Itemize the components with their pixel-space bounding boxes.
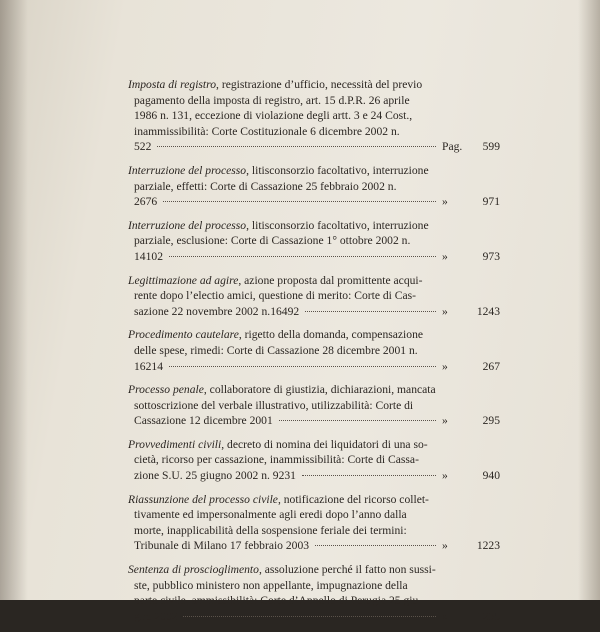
dot-leader	[183, 616, 436, 617]
entry-line: parziale, effetti: Corte di Cassazione 25 febbraio 2002 n.	[134, 179, 397, 193]
entry-last-line	[128, 249, 500, 265]
entry-text: zione S.U. 25 giugno 2002 n. 9231	[134, 469, 296, 483]
entry-line	[128, 562, 500, 578]
page-number: 971	[482, 195, 500, 209]
entry-last-line	[128, 413, 500, 429]
entry-line: cietà, ricorso per cassazione, inammissibilità: Corte di Cassa-	[134, 453, 419, 467]
index-entry	[128, 562, 500, 624]
dot-leader	[315, 545, 436, 546]
entry-text: 2676	[134, 195, 158, 209]
entry-term: Riassunzione del processo civile	[128, 492, 278, 506]
dot-leader	[169, 256, 436, 257]
entry-line	[128, 218, 500, 234]
page-number: 1223	[476, 539, 500, 553]
entry-line: ste, pubblico ministero non appellante, impugnazione della	[134, 578, 408, 592]
entry-text: 522	[134, 140, 152, 154]
entry-line: parziale, esclusione: Corte di Cassazione 1° ottobre 2002 n.	[134, 234, 411, 248]
page-prefix: »	[442, 539, 448, 553]
entry-term: Provvedimenti civili	[128, 437, 222, 451]
entry-last-line	[128, 304, 500, 320]
entry-line	[128, 382, 500, 398]
entry-line: rente dopo l’electio amici, questione di merito: Corte di Cas-	[134, 289, 417, 303]
entry-line: sottoscrizione del verbale illustrativo, utilizzabilità: Corte di	[134, 398, 414, 412]
entry-term: Interruzione del processo	[128, 163, 247, 177]
dot-leader	[163, 201, 436, 202]
dot-leader	[302, 475, 436, 476]
page-number: 267	[482, 359, 500, 373]
entry-term: Legittimazione ad agire	[128, 273, 239, 287]
page-prefix: »	[442, 359, 448, 373]
entry-last-line	[128, 194, 500, 210]
entry-line: parte civile, ammissibilità: Corte d’Appello di Perugia 25 giu-	[134, 594, 423, 608]
dot-leader	[305, 311, 436, 312]
dot-leader	[169, 366, 436, 367]
page-prefix: »	[442, 414, 448, 428]
entry-line: morte, inapplicabilità della sospensione feriale dei termini:	[134, 523, 407, 537]
entry-line	[128, 492, 500, 508]
entry-text: , notificazione del ricorso collet-	[277, 492, 429, 506]
entry-text: , decreto di nomina dei liquidatori di una so-	[221, 437, 428, 451]
entry-term: Procedimento cautelare	[128, 328, 239, 342]
entry-text: sazione 22 novembre 2002 n.16492	[134, 304, 300, 318]
index-entry	[128, 77, 500, 155]
index-entry	[128, 382, 500, 429]
page-edge-shadow	[578, 0, 600, 600]
entry-text: , litisconsorzio facoltativo, interruzione	[246, 163, 429, 177]
index-entry	[128, 327, 500, 374]
entry-line: 1986 n. 131, eccezione di violazione degli artt. 3 e 24 Cost.,	[134, 109, 413, 123]
page-number: 1243	[476, 304, 500, 318]
entry-line	[128, 327, 500, 343]
entry-text: Cassazione 12 dicembre 2001	[134, 414, 273, 428]
entry-text: , assoluzione perché il fatto non sussi-	[258, 563, 436, 577]
page-prefix: Pag.	[442, 140, 463, 154]
page-prefix: »	[442, 609, 448, 623]
entry-text: , rigetto della domanda, compensazione	[238, 328, 424, 342]
page-prefix: »	[442, 304, 448, 318]
entry-term: Processo penale	[128, 383, 204, 397]
index-entry	[128, 492, 500, 554]
entry-last-line	[128, 609, 500, 625]
page-number: 1235	[476, 609, 500, 623]
entry-line: inammissibilità: Corte Costituzionale 6 dicembre 2002 n.	[134, 124, 400, 138]
entry-line	[128, 273, 500, 289]
page-prefix: »	[442, 249, 448, 263]
entry-text: , collaboratore di giustizia, dichiarazioni, mancata	[203, 383, 436, 397]
entry-text: , registrazione d’ufficio, necessità del previo	[216, 78, 423, 91]
entry-last-line	[128, 359, 500, 375]
page-prefix: »	[442, 195, 448, 209]
entry-text: 16214	[134, 359, 163, 373]
dot-leader	[279, 420, 436, 421]
page-number: 973	[482, 249, 500, 263]
page-number: 940	[482, 469, 500, 483]
entry-last-line	[128, 139, 500, 155]
entry-line	[128, 77, 500, 93]
entry-line: tivamente ed impersonalmente agli eredi dopo l’anno dalla	[134, 508, 407, 522]
entry-line	[128, 163, 500, 179]
entry-term: Imposta di registro	[128, 78, 217, 91]
entry-text: , azione proposta dal promittente acqui-	[238, 273, 423, 287]
entry-term: Sentenza di proscioglimento	[128, 563, 259, 577]
entry-text: Tribunale di Milano 17 febbraio 2003	[134, 539, 310, 553]
entry-last-line	[128, 538, 500, 554]
entry-last-line	[128, 468, 500, 484]
entry-text: 14102	[134, 249, 163, 263]
index-entry	[128, 218, 500, 265]
page-number: 599	[482, 140, 500, 154]
page-gutter-shadow	[0, 0, 28, 600]
index-entries	[128, 77, 500, 632]
entry-line: pagamento della imposta di registro, art. 15 d.P.R. 26 aprile	[134, 93, 410, 107]
index-entry	[128, 163, 500, 210]
entry-line: delle spese, rimedi: Corte di Cassazione 28 dicembre 2001 n.	[134, 343, 418, 357]
dot-leader	[157, 146, 436, 147]
entry-line	[128, 437, 500, 453]
entry-term: Interruzione del processo	[128, 218, 247, 232]
entry-text: , litisconsorzio facoltativo, interruzione	[246, 218, 429, 232]
index-entry	[128, 273, 500, 320]
entry-text: gno 2002	[134, 609, 178, 623]
page-prefix: »	[442, 469, 448, 483]
index-entry	[128, 437, 500, 484]
page-number: 295	[482, 414, 500, 428]
